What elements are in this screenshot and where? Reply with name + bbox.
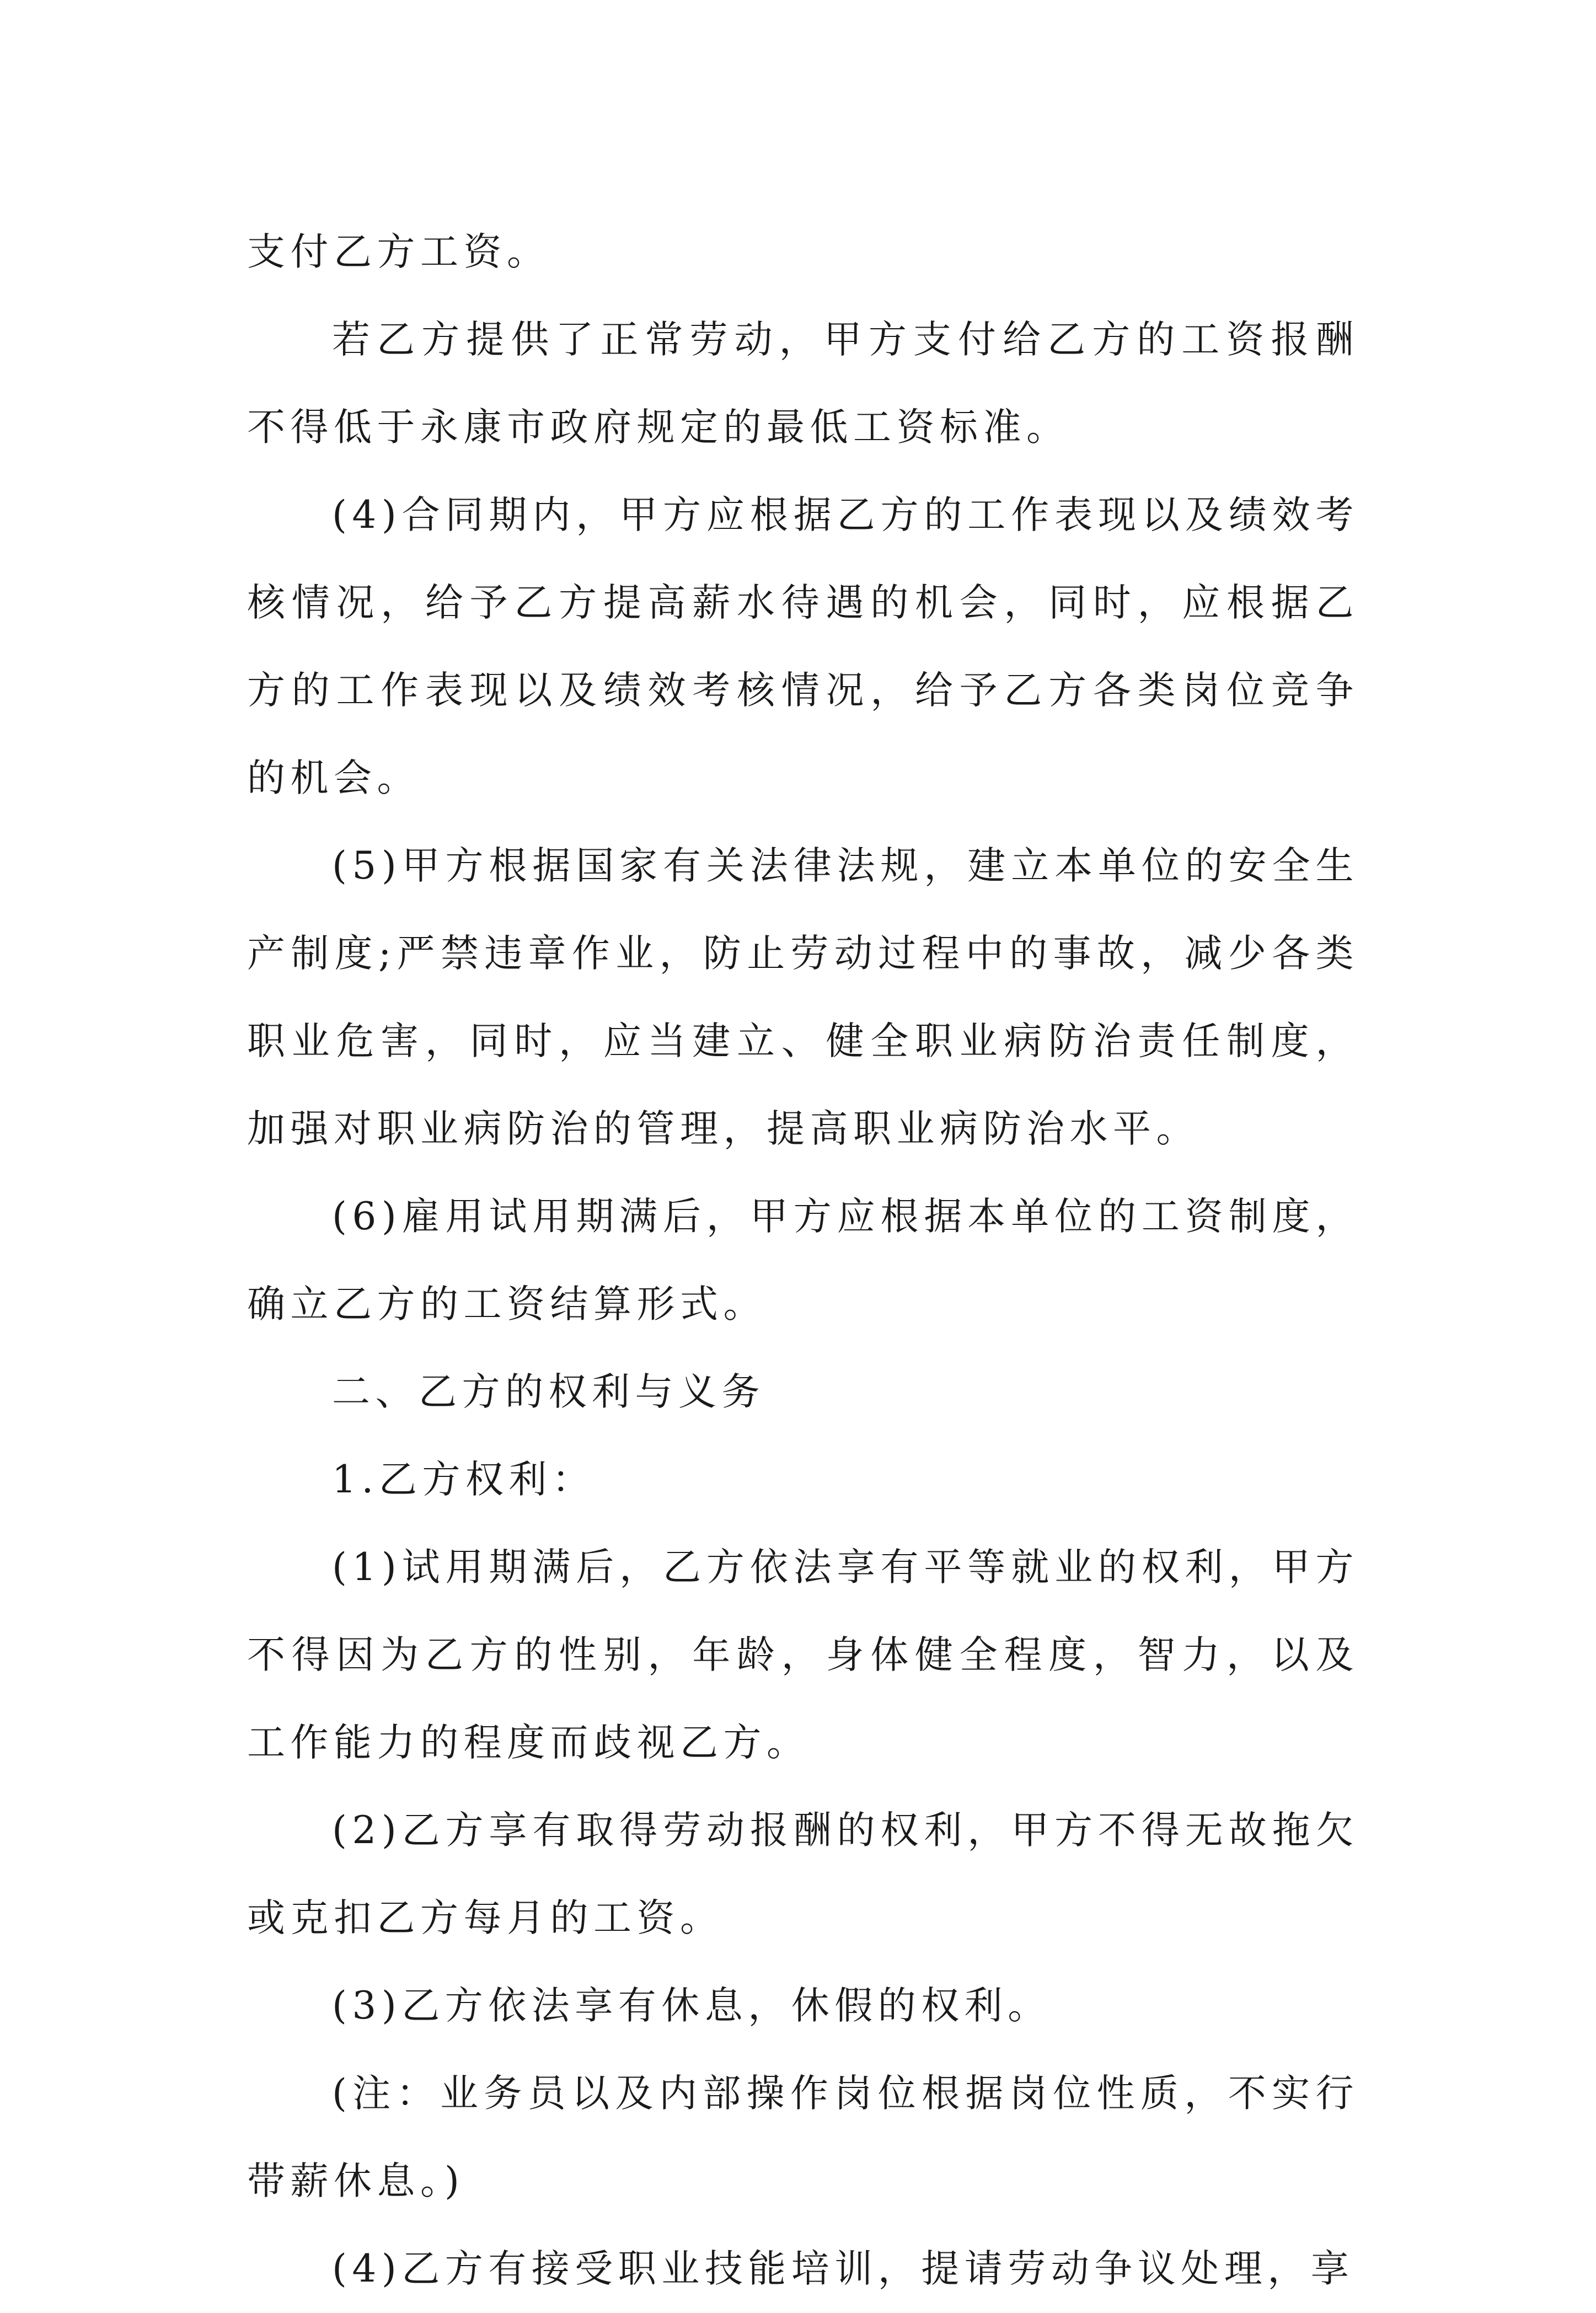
paragraph-right-2-remuneration: (2)乙方享有取得劳动报酬的权利，甲方不得无故拖欠或克扣乙方每月的工资。 (247, 1808, 1359, 1940)
paragraph-minimum-wage: 若乙方提供了正常劳动，甲方支付给乙方的工资报酬不得低于永康市政府规定的最低工资标准。 (247, 318, 1359, 449)
paragraph-item-6-settlement: (6)雇用试用期满后，甲方应根据本单位的工资制度，确立乙方的工资结算形式。 (247, 1195, 1359, 1326)
paragraph-right-3-rest: (3)乙方依法享有休息，休假的权利。 (332, 1984, 1051, 2028)
paragraph-item-4-performance: (4)合同期内，甲方应根据乙方的工作表现以及绩效考核情况，给予乙方提高薪水待遇的机会，同时，应根据乙方的工作表现以及绩效考核情况，给予乙方各类岗位竞争的机会。 (247, 493, 1359, 800)
document-body (247, 208, 1359, 2313)
section-heading-party-b-rights-duties: 二、乙方的权利与义务 (332, 1370, 765, 1414)
subheading-party-b-rights: 1.乙方权利： (332, 1458, 596, 1502)
paragraph-right-4-training: (4)乙方有接受职业技能培训，提请劳动争议处理，享 (332, 2247, 1354, 2291)
paragraph-item-5-safety: (5)甲方根据国家有关法律法规，建立本单位的安全生产制度;严禁违章作业，防止劳动过程中的事故，减少各类职业危害，同时，应当建立、健全职业病防治责任制度，加强对职业病防治的管理，提高职业病防治水平。 (247, 844, 1359, 1151)
paragraph-note-paid-rest: (注：业务员以及内部操作岗位根据岗位性质，不实行带薪休息。) (247, 2071, 1359, 2203)
paragraph-right-1-equal-employment: (1)试用期满后，乙方依法享有平等就业的权利，甲方不得因为乙方的性别，年龄，身体健全程度，智力，以及工作能力的程度而歧视乙方。 (247, 1545, 1359, 1765)
paragraph-salary-payment-end: 支付乙方工资。 (247, 230, 550, 274)
